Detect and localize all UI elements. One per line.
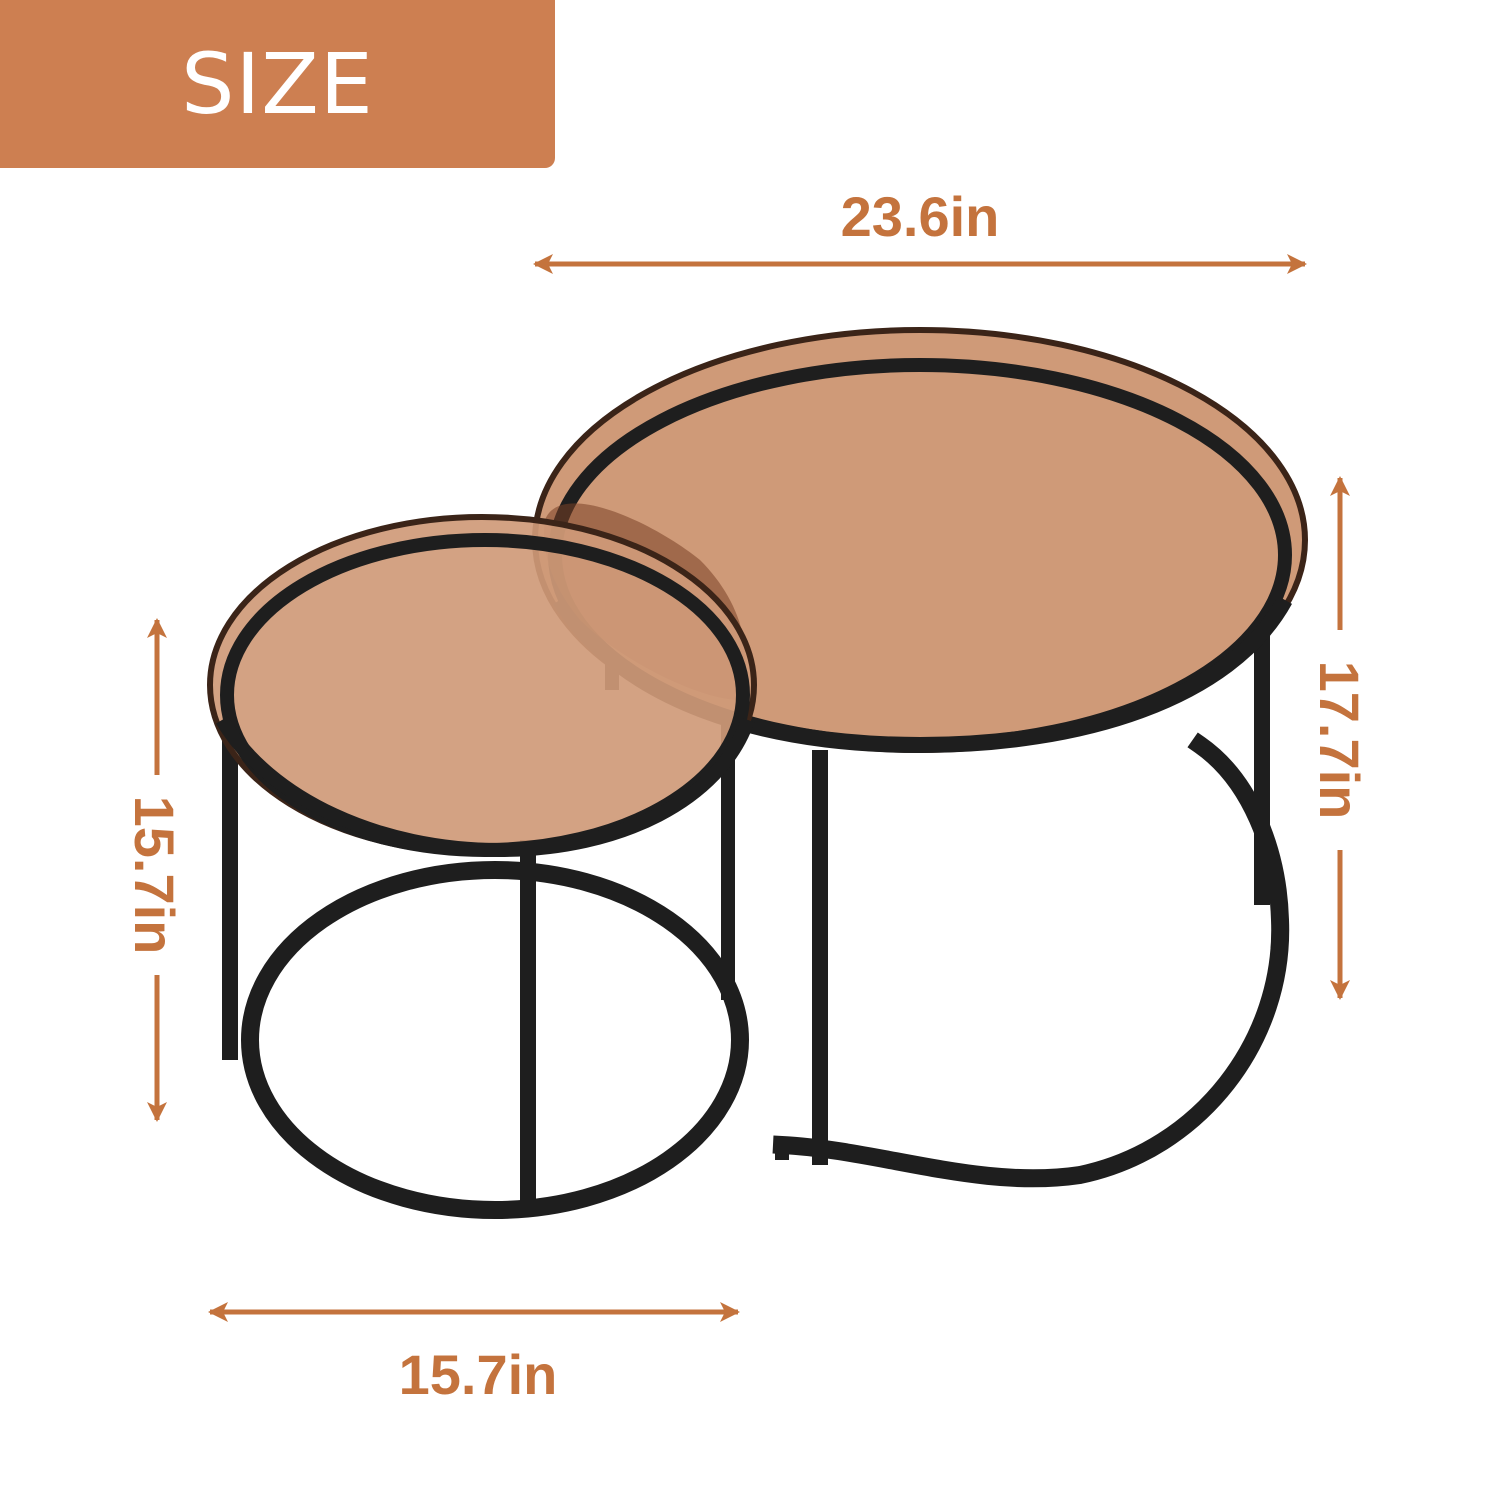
dimension-small-width-label: 15.7in — [398, 1343, 558, 1406]
small-table-base-ring — [250, 870, 740, 1210]
size-banner-label: SIZE — [181, 35, 374, 133]
dimension-small-height-label: 15.7in — [123, 795, 186, 955]
dimension-large-width-label: 23.6in — [840, 185, 1000, 248]
dimension-large-height-label: 17.7in — [1308, 660, 1371, 820]
dimension-large-width — [535, 185, 1305, 264]
large-table-base-ring — [782, 745, 1280, 1178]
dimension-small-height — [123, 620, 186, 1120]
dimension-large-height — [1308, 478, 1371, 998]
dimension-small-width — [210, 1312, 738, 1406]
small-table — [210, 517, 754, 1210]
